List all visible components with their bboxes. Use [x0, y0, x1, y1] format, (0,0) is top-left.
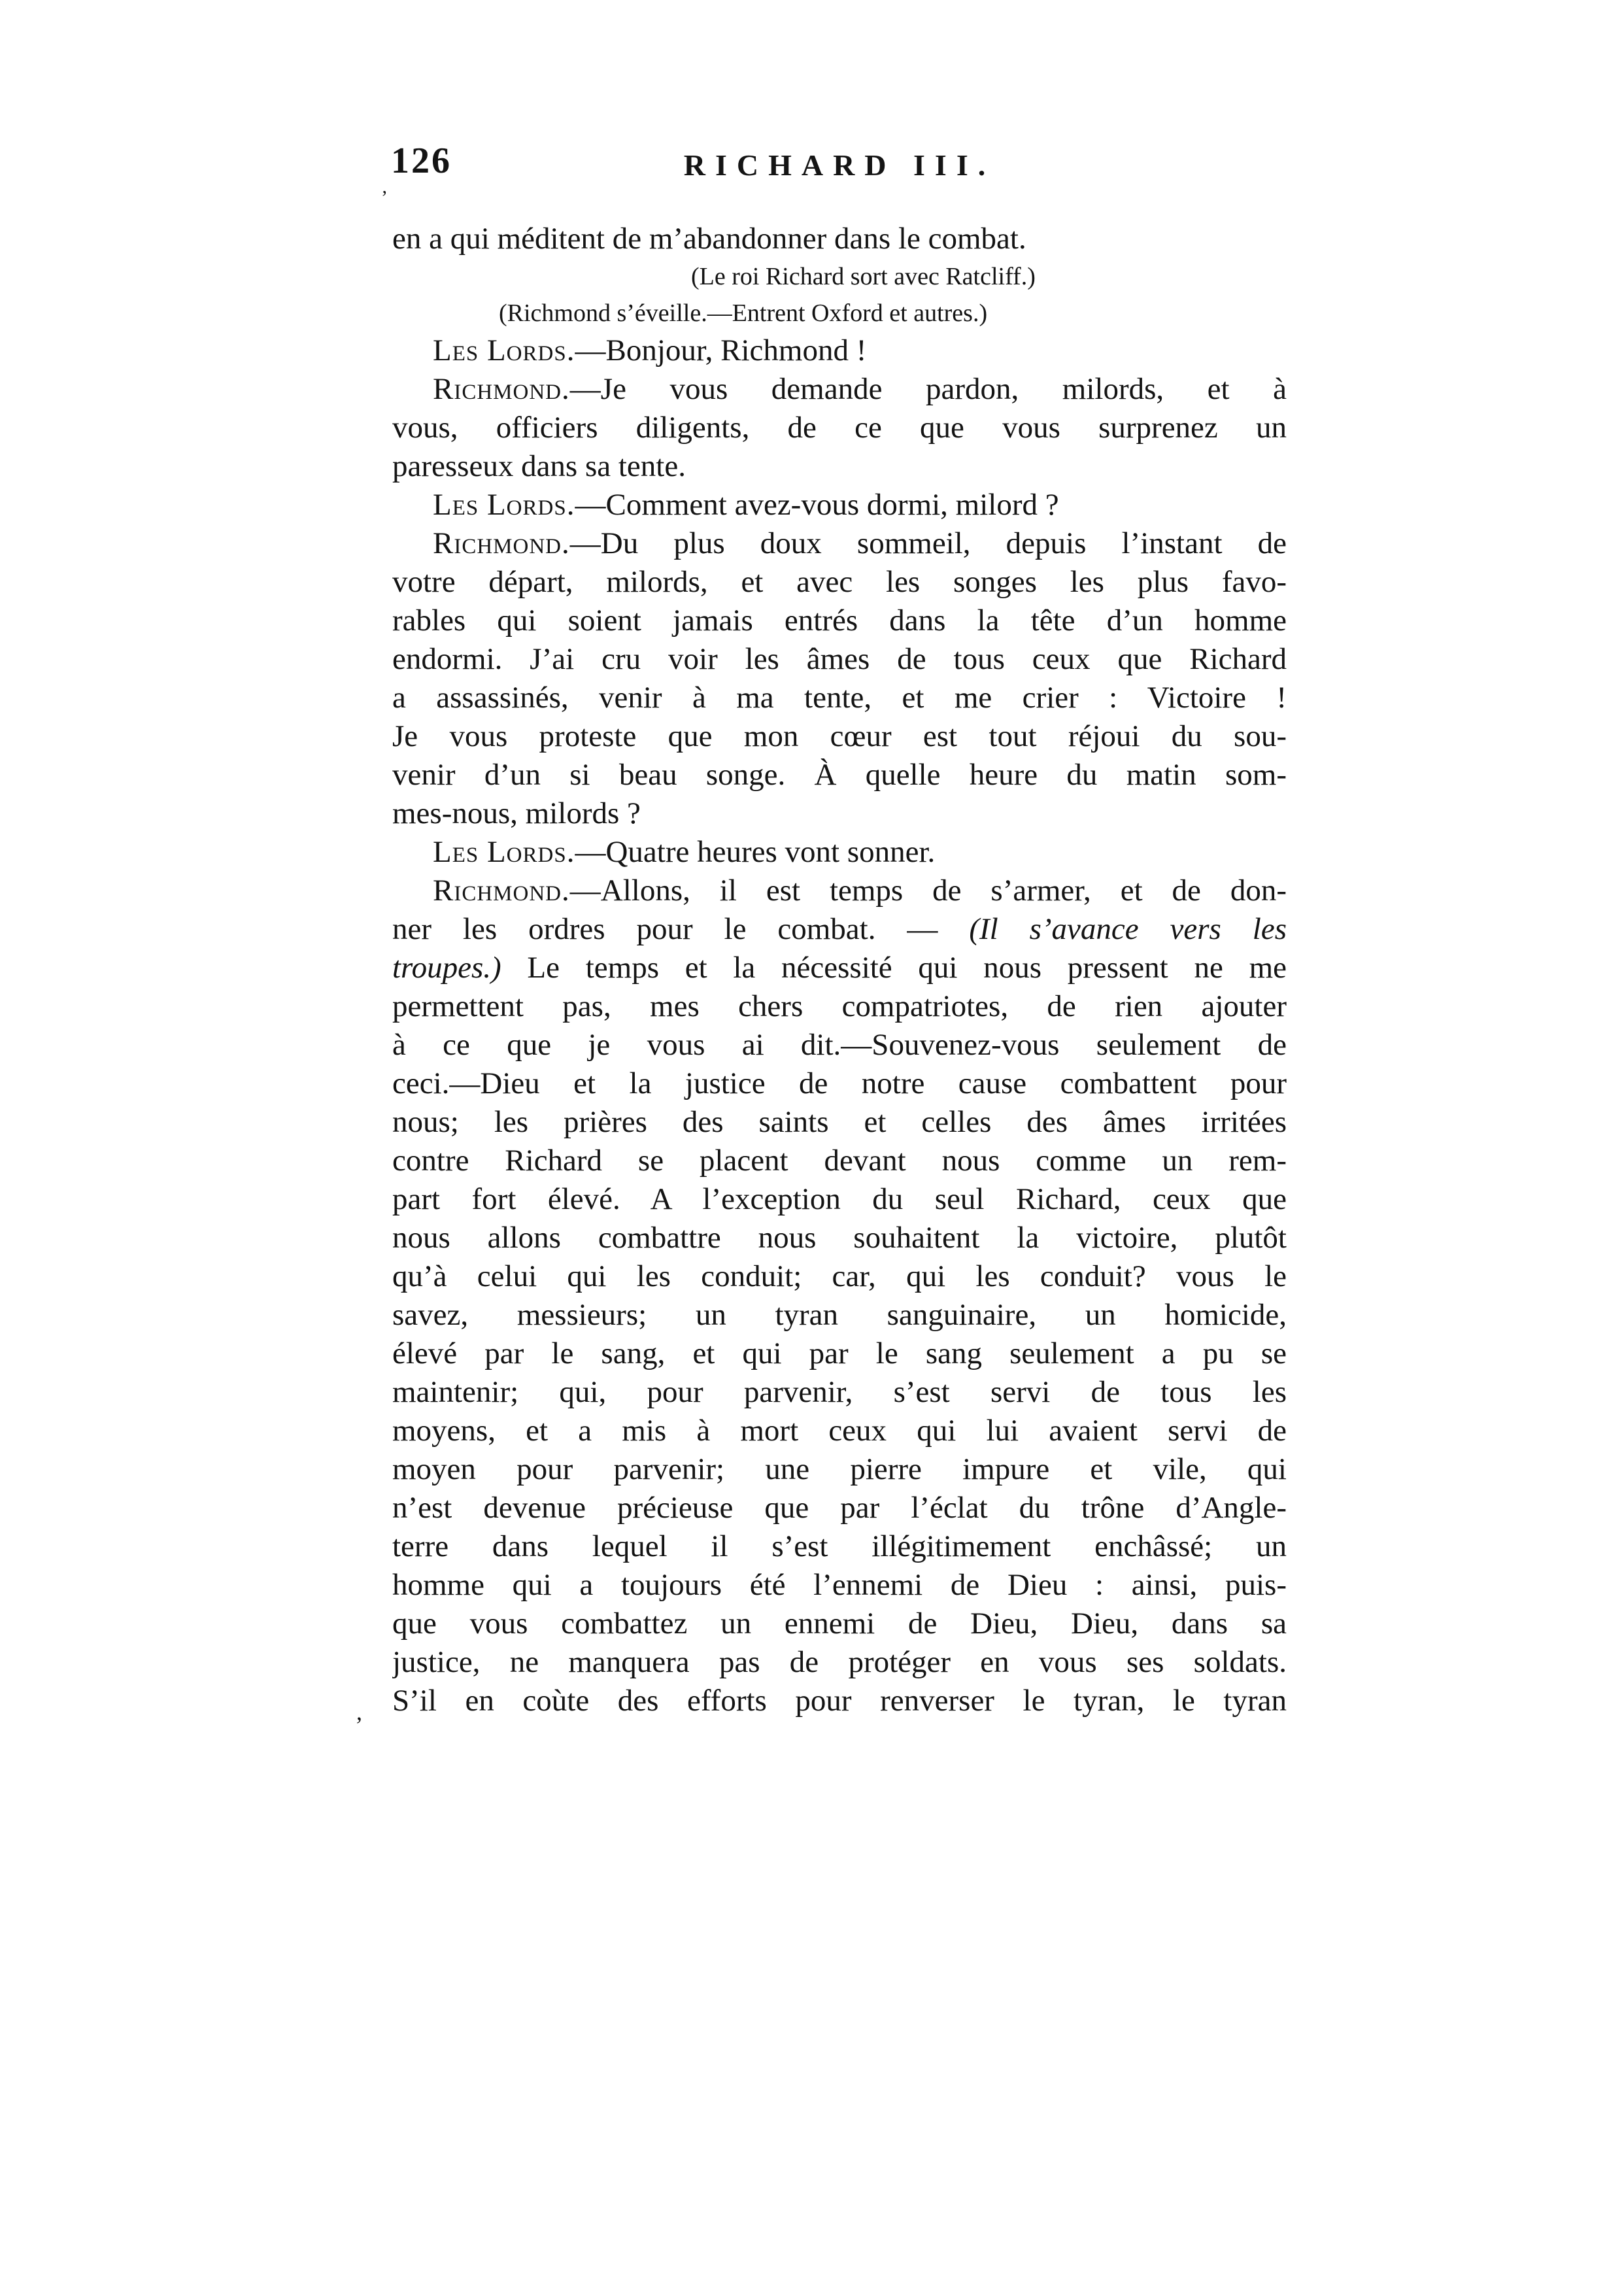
text-line [392, 949, 1287, 987]
text-line [392, 1682, 1287, 1720]
text-segment: paresseux dans sa tente. [392, 449, 686, 483]
speaker-name: Richmond. [433, 372, 570, 406]
speaker-name: Les Lords. [433, 835, 575, 869]
text-segment: contre Richard se placent devant nous comme un rem- [392, 1144, 1287, 1178]
text-line [392, 220, 1287, 258]
text-segment: a assassinés, venir à ma tente, et me crier : Victoire ! [392, 681, 1287, 715]
text-segment: (Richmond s’éveille.—Entrent Oxford et autres.) [499, 299, 988, 327]
text-segment: (Il s’avance vers les [969, 912, 1287, 946]
text-segment: vous, officiers diligents, de ce que vous surprenez un [392, 411, 1287, 445]
text-segment: —Quatre heures vont sonner. [575, 835, 936, 869]
text-segment: troupes.) [392, 951, 501, 985]
speaker-name: Les Lords. [433, 333, 575, 367]
text-segment: (Le roi Richard sort avec Ratcliff.) [691, 263, 1036, 290]
speaker-name: Richmond. [433, 874, 570, 908]
text-segment: n’est devenue précieuse que par l’éclat du trône d’Angle- [392, 1491, 1287, 1525]
page-number: 126 [391, 141, 452, 181]
text-segment: mes-nous, milords ? [392, 796, 641, 830]
text-line [392, 1334, 1287, 1373]
scan-artifact: , [356, 1699, 362, 1725]
text-segment: moyens, et a mis à mort ceux qui lui avaient servi de [392, 1414, 1287, 1448]
text-line [392, 524, 1287, 563]
speaker-name: Richmond. [433, 526, 570, 560]
text-line [392, 679, 1287, 717]
text-line [392, 1412, 1287, 1450]
text-line [392, 1605, 1287, 1643]
text-line [392, 1219, 1287, 1257]
text-segment: S’il en coùte des efforts pour renverser le tyran, le tyran [392, 1684, 1287, 1718]
text-line [392, 1527, 1287, 1566]
text-segment: maintenir; qui, pour parvenir, s’est servi de tous les [392, 1375, 1287, 1409]
text-segment: terre dans lequel il s’est illégitimement enchâssé; un [392, 1529, 1287, 1563]
text-line [392, 447, 1287, 486]
text-segment: —Bonjour, Richmond ! [575, 333, 867, 367]
text-line [392, 1489, 1287, 1527]
text-segment: justice, ne manquera pas de protéger en vous ses soldats. [392, 1645, 1287, 1679]
text-segment: —Allons, il est temps de s’armer, et de don- [569, 874, 1287, 908]
running-title: RICHARD III. [683, 148, 996, 182]
text-line [392, 756, 1287, 794]
text-line [392, 1257, 1287, 1296]
text-segment: Le temps et la nécessité qui nous pressent ne me [501, 951, 1287, 985]
text-line [392, 1180, 1287, 1219]
text-line [392, 872, 1287, 910]
text-line [392, 370, 1287, 409]
text-line [392, 717, 1287, 756]
text-line [392, 794, 1287, 833]
text-line [392, 1373, 1287, 1412]
text-line [392, 602, 1287, 640]
text-line [392, 1103, 1287, 1142]
text-segment: homme qui a toujours été l’ennemi de Dieu : ainsi, puis- [392, 1568, 1287, 1602]
text-line [392, 332, 1287, 370]
text-line [392, 833, 1287, 872]
text-segment: nous allons combattre nous souhaitent la victoire, plutôt [392, 1221, 1287, 1255]
text-line [392, 1142, 1287, 1180]
text-line [392, 1566, 1287, 1605]
text-segment: ner les ordres pour le combat. — [392, 912, 970, 946]
text-segment: à ce que je vous ai dit.—Souvenez-vous seulement de [392, 1028, 1287, 1062]
text-segment: que vous combattez un ennemi de Dieu, Dieu, dans sa [392, 1606, 1287, 1640]
text-line [392, 1064, 1287, 1103]
text-line [392, 640, 1287, 679]
text-segment: Je vous proteste que mon cœur est tout réjoui du sou- [392, 719, 1287, 753]
text-segment: —Comment avez-vous dormi, milord ? [575, 488, 1059, 522]
text-line [392, 1450, 1287, 1489]
text-segment: savez, messieurs; un tyran sanguinaire, un homicide, [392, 1298, 1287, 1332]
text-segment: permettent pas, mes chers compatriotes, de rien ajouter [392, 989, 1287, 1023]
text-column [392, 220, 1287, 1720]
text-line [392, 1296, 1287, 1334]
text-line [392, 486, 1287, 524]
text-segment: endormi. J’ai cru voir les âmes de tous ceux que Richard [392, 642, 1287, 676]
text-segment: qu’à celui qui les conduit; car, qui les conduit? vous le [392, 1259, 1287, 1293]
speaker-name: Les Lords. [433, 488, 575, 522]
text-segment: rables qui soient jamais entrés dans la tête d’un homme [392, 604, 1287, 638]
text-segment: —Du plus doux sommeil, depuis l’instant de [569, 526, 1287, 560]
text-segment: venir d’un si beau songe. À quelle heure du matin som- [392, 758, 1287, 792]
text-line [392, 910, 1287, 949]
scan-artifact: ʼ [381, 187, 388, 209]
text-segment: nous; les prières des saints et celles des âmes irritées [392, 1105, 1287, 1139]
stage-direction-line [392, 258, 1287, 295]
text-segment: —Je vous demande pardon, milords, et à [569, 372, 1287, 406]
text-line [392, 563, 1287, 602]
text-segment: votre départ, milords, et avec les songes les plus favo- [392, 565, 1287, 599]
text-segment: en a qui méditent de m’abandonner dans le combat. [392, 222, 1026, 256]
text-line [392, 1026, 1287, 1064]
stage-direction-line [392, 295, 1287, 332]
text-line [392, 1643, 1287, 1682]
text-segment: élevé par le sang, et qui par le sang seulement a pu se [392, 1336, 1287, 1370]
text-line [392, 409, 1287, 447]
text-line [392, 987, 1287, 1026]
text-segment: part fort élevé. A l’exception du seul Richard, ceux que [392, 1182, 1287, 1216]
text-segment: moyen pour parvenir; une pierre impure et vile, qui [392, 1452, 1287, 1486]
text-segment: ceci.—Dieu et la justice de notre cause combattent pour [392, 1066, 1287, 1100]
